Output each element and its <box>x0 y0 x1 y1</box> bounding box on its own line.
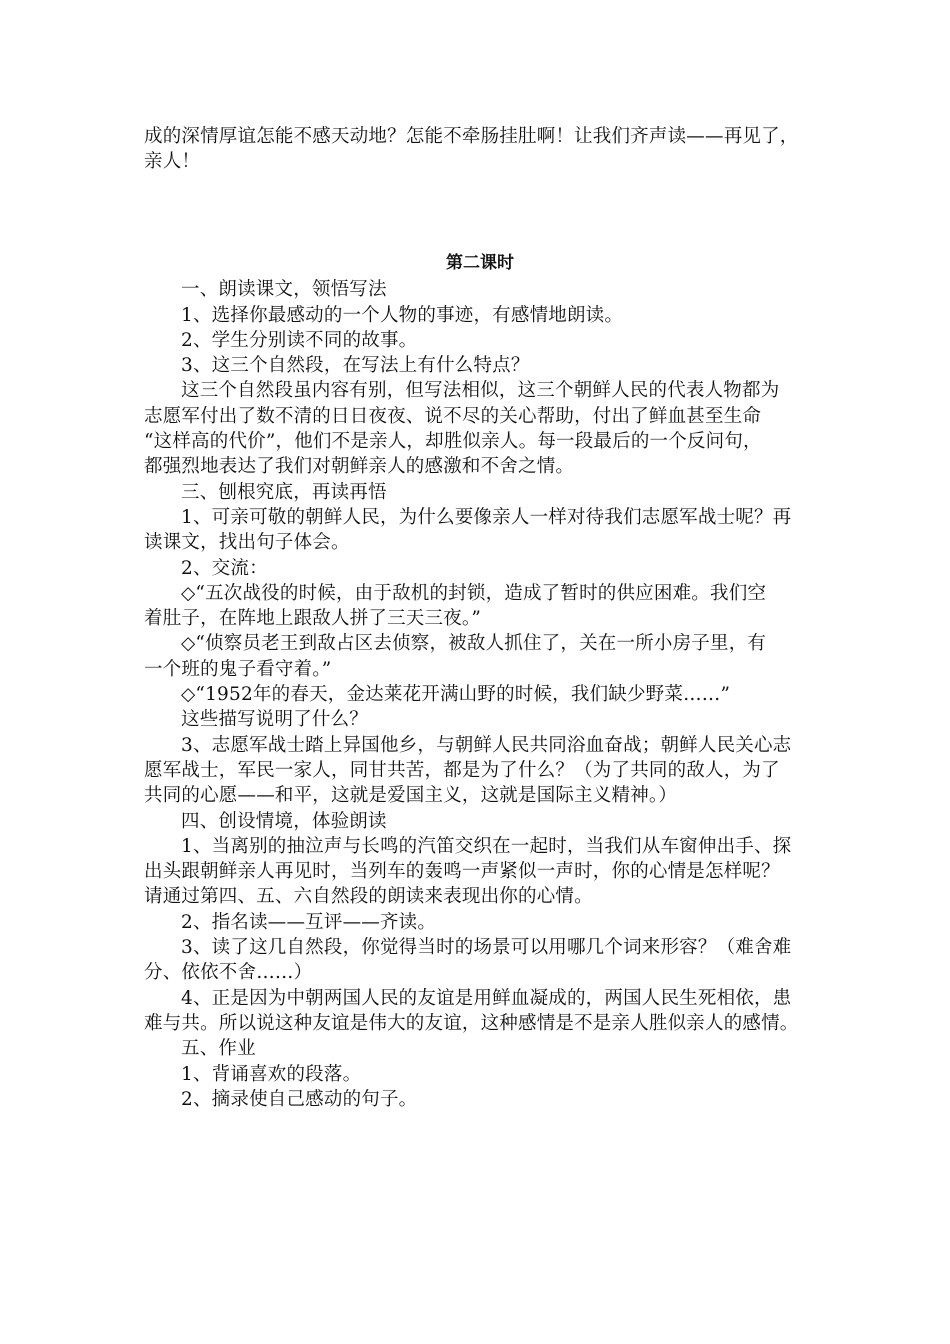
body-line: 1、选择你最感动的一个人物的事迹，有感情地朗读。 <box>181 304 624 326</box>
body-line: 难与共。所以说这种友谊是伟大的友谊，这种感情是不是亲人胜似亲人的感情。 <box>144 1012 799 1034</box>
intro-line: 亲人！ <box>144 151 201 173</box>
body-line: 2、交流： <box>181 557 268 579</box>
intro-paragraph <box>144 124 816 175</box>
body-line: 志愿军付出了数不清的日日夜夜、说不尽的关心帮助，付出了鲜血甚至生命 <box>144 405 762 427</box>
body-line: ◇“侦察员老王到敌占区去侦察，被敌人抓住了，关在一所小房子里，有 <box>181 633 767 655</box>
body-line: 读课文，找出句子体会。 <box>144 532 350 554</box>
body-line: 一、朗读课文，领悟写法 <box>181 279 387 301</box>
body-line: 分、依依不舍……） <box>144 962 313 984</box>
body-line: 3、志愿军战士踏上异国他乡，与朝鲜人民共同浴血奋战；朝鲜人民关心志 <box>181 734 792 756</box>
body-line: 1、背诵喜欢的段落。 <box>181 1063 362 1085</box>
body-line: 都强烈地表达了我们对朝鲜亲人的感激和不舍之情。 <box>144 456 575 478</box>
body-line: 2、摘录使自己感动的句子。 <box>181 1088 418 1110</box>
body-line: 2、指名读——互评——齐读。 <box>181 911 437 933</box>
body-line: ◇“五次战役的时候，由于敌机的封锁，造成了暂时的供应困难。我们空 <box>181 582 767 604</box>
body-line: 三、刨根究底，再读再悟 <box>181 481 387 503</box>
body-line: 3、这三个自然段，在写法上有什么特点？ <box>181 355 530 377</box>
body-line: 一个班的鬼子看守着。” <box>144 658 332 680</box>
body-line: 出头跟朝鲜亲人再见时，当列车的轰鸣一声紧似一声时，你的心情是怎样呢？ <box>144 861 780 883</box>
body-line: 五、作业 <box>181 1038 256 1060</box>
body-line: ◇“1952年的春天，金达莱花开满山野的时候，我们缺少野菜……” <box>181 684 731 706</box>
body-line: 请通过第四、五、六自然段的朗读来表现出你的心情。 <box>144 886 593 908</box>
body-line: 这三个自然段虽内容有别，但写法相似，这三个朝鲜人民的代表人物都为 <box>181 380 780 402</box>
intro-line: 成的深情厚谊怎能不感天动地？怎能不牵肠挂肚啊！让我们齐声读——再见了， <box>144 126 799 147</box>
body-line: 1、可亲可敬的朝鲜人民，为什么要像亲人一样对待我们志愿军战士呢？再 <box>181 506 792 528</box>
body-line: 共同的心愿——和平，这就是爱国主义，这就是国际主义精神。） <box>144 785 678 807</box>
body-line: 着肚子，在阵地上跟敌人拼了三天三夜。” <box>144 608 482 630</box>
body-line: 3、读了这几自然段，你觉得当时的场景可以用哪几个词来形容？（难舍难 <box>181 937 792 959</box>
body-line: 1、当离别的抽泣声与长鸣的汽笛交织在一起时，当我们从车窗伸出手、探 <box>181 835 792 857</box>
body-line: 这些描写说明了什么？ <box>181 709 369 731</box>
body-line: 愿军战士，军民一家人，同甘共苦，都是为了什么？（为了共同的敌人，为了 <box>144 759 780 781</box>
section-title: 第二课时 <box>446 253 514 273</box>
body-line: 四、创设情境，体验朗读 <box>181 810 387 832</box>
body-line: 4、正是因为中朝两国人民的友谊是用鲜血凝成的，两国人民生死相依，患 <box>181 987 792 1009</box>
lesson-section <box>144 251 816 1112</box>
section-body <box>144 277 816 1112</box>
body-line: “这样高的代价”，他们不是亲人，却胜似亲人。每一段最后的一个反问句， <box>144 431 762 453</box>
body-line: 2、学生分别读不同的故事。 <box>181 329 418 351</box>
